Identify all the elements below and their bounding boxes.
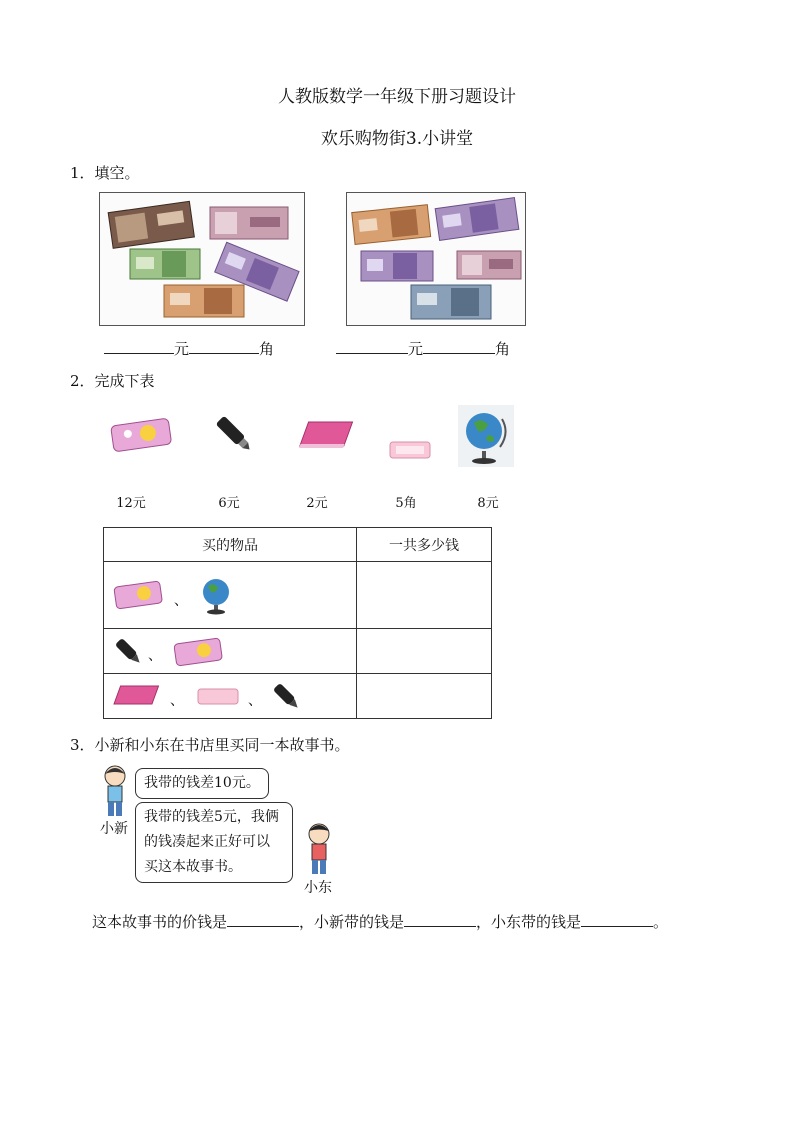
header-items-bought: 买的物品 bbox=[104, 528, 357, 562]
xiaoxin-label: 小新 bbox=[100, 821, 128, 837]
money-photo-2 bbox=[346, 192, 526, 326]
price-globe: 8元 bbox=[477, 496, 499, 511]
yuan-blank-1[interactable] bbox=[104, 339, 174, 354]
separator: 、 bbox=[170, 693, 184, 709]
eraser-icon bbox=[196, 686, 240, 708]
question-1-label: 1．填空。 bbox=[70, 164, 140, 182]
jiao-blank-2[interactable] bbox=[423, 339, 495, 354]
yuan-unit-1: 元 bbox=[174, 340, 190, 358]
price-notebook: 2元 bbox=[306, 496, 328, 511]
banknotes-picture-2 bbox=[347, 193, 525, 325]
pencil-case-icon bbox=[108, 414, 174, 458]
xiaodong-speech-line-3: 买这本故事书。 bbox=[144, 859, 242, 875]
q3-answer-row bbox=[92, 911, 668, 932]
q1-answer-row-2 bbox=[336, 338, 510, 359]
xiaodong-speech-bubble bbox=[135, 802, 293, 883]
xiaodong-figure bbox=[304, 822, 336, 878]
money-photo-1 bbox=[99, 192, 305, 326]
xiaoxin-speech-bubble bbox=[135, 768, 269, 799]
notebook-icon bbox=[110, 682, 162, 710]
purchase-table bbox=[103, 527, 492, 719]
page-title: 人教版数学一年级下册习题设计 bbox=[278, 87, 516, 107]
jiao-blank-1[interactable] bbox=[189, 339, 259, 354]
pencil-case-icon bbox=[172, 635, 224, 667]
book-price-blank[interactable] bbox=[227, 912, 299, 927]
row-1-items bbox=[104, 562, 357, 629]
row-2-total[interactable] bbox=[357, 629, 492, 674]
price-eraser: 5角 bbox=[395, 496, 417, 511]
fill-text-1: 这本故事书的价钱是 bbox=[92, 913, 228, 931]
header-total-cost: 一共多少钱 bbox=[357, 528, 492, 562]
yuan-blank-2[interactable] bbox=[336, 339, 408, 354]
question-3-label: 3．小新和小东在书店里买同一本故事书。 bbox=[70, 736, 350, 754]
price-pen: 6元 bbox=[218, 496, 240, 511]
fill-text-3: ，小东带的钱是 bbox=[476, 913, 582, 931]
separator: 、 bbox=[174, 593, 188, 609]
row-2-items bbox=[104, 629, 357, 674]
pencil-case-icon bbox=[112, 578, 164, 610]
notebook-icon bbox=[296, 418, 358, 456]
jiao-unit-2: 角 bbox=[495, 340, 511, 358]
separator: 、 bbox=[148, 648, 162, 664]
price-pencil-case: 12元 bbox=[116, 496, 146, 511]
xiaoxin-figure bbox=[100, 764, 132, 820]
row-3-items bbox=[104, 674, 357, 719]
xiaodong-speech-line-1: 我带的钱差5元，我俩 bbox=[144, 809, 279, 825]
xiaodong-money-blank[interactable] bbox=[581, 912, 653, 927]
table-row bbox=[104, 562, 492, 629]
table-row bbox=[104, 629, 492, 674]
row-1-total[interactable] bbox=[357, 562, 492, 629]
table-row bbox=[104, 674, 492, 719]
xiaodong-speech-line-2: 的钱凑起来正好可以 bbox=[144, 834, 270, 850]
globe-icon bbox=[458, 405, 514, 471]
question-2-label: 2．完成下表 bbox=[70, 372, 155, 390]
xiaoxin-money-blank[interactable] bbox=[404, 912, 476, 927]
banknotes-picture-1 bbox=[100, 193, 304, 325]
eraser-icon bbox=[388, 438, 432, 466]
pen-icon bbox=[270, 680, 304, 714]
page-subtitle: 欢乐购物街3.小讲堂 bbox=[320, 129, 474, 149]
q1-answer-row-1 bbox=[104, 338, 274, 359]
fill-text-2: ，小新带的钱是 bbox=[299, 913, 405, 931]
pen-icon bbox=[112, 635, 146, 669]
pen-icon bbox=[212, 412, 256, 460]
globe-icon bbox=[198, 574, 236, 616]
fill-end: 。 bbox=[653, 913, 669, 931]
row-3-total[interactable] bbox=[357, 674, 492, 719]
xiaoxin-speech-text: 我带的钱差10元。 bbox=[144, 775, 260, 791]
separator: 、 bbox=[248, 693, 262, 709]
jiao-unit-1: 角 bbox=[259, 340, 275, 358]
yuan-unit-2: 元 bbox=[408, 340, 424, 358]
xiaodong-label: 小东 bbox=[304, 880, 332, 896]
